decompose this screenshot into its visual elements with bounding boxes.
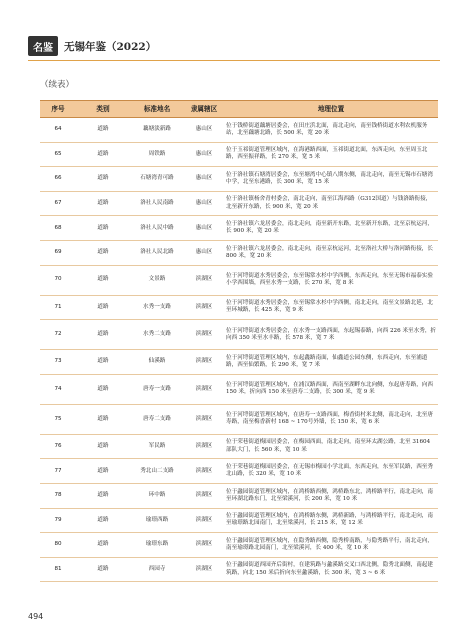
row-location: 位于蠡园街道管理区域内，在鸿桥路西侧，鸿桥路东北，鸿桥路平行，南北走向，南至环湖北路东门，北至梁溪河，长 200 米，宽 10 米 [224, 483, 438, 508]
row-standard-name: 洛社人民中路 [130, 216, 184, 241]
table-header-row [40, 101, 438, 118]
row-category: 道路 [76, 142, 130, 167]
row-district: 滨湖区 [184, 533, 224, 558]
row-district: 惠山区 [184, 142, 224, 167]
row-category: 道路 [76, 167, 130, 192]
row-category: 道路 [76, 508, 130, 533]
row-index: 71 [40, 295, 76, 320]
row-district: 惠山区 [184, 167, 224, 192]
row-category: 道路 [76, 557, 130, 582]
row-location: 位于蠡园街道西园齐后街村，在建筑路与蠡溪路交叉口西北侧，隐秀北面侧，南起建筑路，向北 150 米后折向东至蠡溪路，长 300 米，宽 3 ~ 6 米 [224, 557, 438, 582]
table-row [40, 374, 438, 404]
row-standard-name: 周铁路 [130, 142, 184, 167]
row-district: 滨湖区 [184, 295, 224, 320]
row-district: 滨湖区 [184, 404, 224, 434]
row-location: 位于洛社镇六龙居委会，南北走向，南至京杭运河，北至洛社大桥与洛河路衔接，长 800 米，宽 20 米 [224, 240, 438, 265]
row-location: 位于河埒街道管理区域内，东起鑫路南面，仙鑫道公园东侧，东西走向，东至浦道路，西至仙繁路，长 290 米，宽 7 米 [224, 350, 438, 375]
column-header-index: 序号 [40, 101, 76, 118]
row-standard-name: 仙溪路 [130, 350, 184, 375]
row-district: 滨湖区 [184, 508, 224, 533]
row-district: 滨湖区 [184, 265, 224, 295]
table-row [40, 320, 438, 350]
row-district: 滨湖区 [184, 483, 224, 508]
table-row [40, 434, 438, 459]
table-row [40, 508, 438, 533]
row-index: 81 [40, 557, 76, 582]
header-divider [28, 60, 440, 61]
row-index: 67 [40, 191, 76, 216]
table-row [40, 191, 438, 216]
row-standard-name: 瑜璟西路 [130, 508, 184, 533]
row-district: 滨湖区 [184, 459, 224, 484]
table-row [40, 265, 438, 295]
row-standard-name: 洛社人民南路 [130, 191, 184, 216]
row-category: 道路 [76, 434, 130, 459]
row-standard-name: 瑜璟东路 [130, 533, 184, 558]
table-continued-label: （续表） [40, 80, 75, 90]
row-district: 滨湖区 [184, 374, 224, 404]
row-category: 道路 [76, 265, 130, 295]
row-index: 79 [40, 508, 76, 533]
table-row [40, 483, 438, 508]
table-row [40, 404, 438, 434]
row-index: 78 [40, 483, 76, 508]
yearbook-logo: 名鉴 [28, 36, 58, 56]
row-category: 道路 [76, 374, 130, 404]
column-header-district: 隶属辖区 [184, 101, 224, 118]
row-standard-name: 水秀一支路 [130, 295, 184, 320]
row-standard-name: 文景路 [130, 265, 184, 295]
column-header-location: 地理位置 [224, 101, 438, 118]
row-district: 滨湖区 [184, 350, 224, 375]
row-location: 位于洛社镇杨舍青村委会，南北走向，南至江海西路（G312国道）与钱洛路衔接，北至新开东路，长 900 米，宽 20 米 [224, 191, 438, 216]
row-standard-name: 西园寺 [130, 557, 184, 582]
row-category: 道路 [76, 459, 130, 484]
row-index: 70 [40, 265, 76, 295]
row-location: 位于荣巷街道梅园居委会，在无锡市梅园小学北面，东西走向，东至军民路，西至秀北山路，长 320 米，宽 10 米 [224, 459, 438, 484]
table-row [40, 350, 438, 375]
row-standard-name: 洛社人民北路 [130, 240, 184, 265]
row-district: 惠山区 [184, 240, 224, 265]
table-row [40, 533, 438, 558]
row-district: 滨湖区 [184, 434, 224, 459]
book-title: 无锡年鉴（2022） [64, 40, 157, 53]
row-district: 惠山区 [184, 118, 224, 143]
row-location: 位于洛社镇六龙居委会，南北走向，南至新开东路，北至新开东路，北至京杭运河，长 900 米，宽 20 米 [224, 216, 438, 241]
row-category: 道路 [76, 404, 130, 434]
row-location: 位于玉祁街道管理区域内，在海港路西面，玉祁街道北面，东西走向，东至周玉北路，西至振祥路，长 270 米，宽 5 米 [224, 142, 438, 167]
row-index: 77 [40, 459, 76, 484]
row-standard-name: 唐寿二支路 [130, 404, 184, 434]
row-index: 73 [40, 350, 76, 375]
place-name-table [40, 100, 438, 582]
row-category: 道路 [76, 350, 130, 375]
row-index: 74 [40, 374, 76, 404]
table-row [40, 167, 438, 192]
row-index: 80 [40, 533, 76, 558]
row-location: 位于洛社镇石塘湾居委会，东至塘湾中心镇八期东侧，南北走向，南至无锡市石塘湾中学，北至东港路，长 300 米，宽 15 米 [224, 167, 438, 192]
row-index: 72 [40, 320, 76, 350]
row-location: 位于河埒街道管理区域内，在唐寿一支路西面，梅香街村米北侧，南北走向，北至唐寿路，南至梅香新村 168 ~ 170号外墙，长 150 米，宽 6 米 [224, 404, 438, 434]
row-index: 75 [40, 404, 76, 434]
row-location: 位于蠡园街道管理区域内，在隐秀路西侧，隐秀桥南路，与隐秀路平行，南北走向，南至瑜璟路北园南门，北至梁溪河，长 400 米，宽 10 米 [224, 533, 438, 558]
row-index: 69 [40, 240, 76, 265]
row-district: 惠山区 [184, 191, 224, 216]
row-standard-name: 秀北山二支路 [130, 459, 184, 484]
row-standard-name: 石塘湾青可路 [130, 167, 184, 192]
row-category: 道路 [76, 216, 130, 241]
table-row [40, 295, 438, 320]
row-category: 道路 [76, 295, 130, 320]
row-district: 滨湖区 [184, 320, 224, 350]
row-category: 道路 [76, 483, 130, 508]
row-index: 64 [40, 118, 76, 143]
row-location: 位于河埒街道管理区域内，在浦汉路西面，西南至湖畔东北向侧，东起唐寿路，向西 150 米，折向西 150 米至唐寿二支路，长 300 米，宽 9 米 [224, 374, 438, 404]
row-location: 位于河埒街道水秀居委会，东至锡常水杉中学西侧，东西走向，东至无锡市福泰实验小学西围墙，西至水秀一支路，长 270 米，宽 8 米 [224, 265, 438, 295]
row-category: 道路 [76, 118, 130, 143]
column-header-standard-name: 标准地名 [130, 101, 184, 118]
row-standard-name: 军民路 [130, 434, 184, 459]
row-location: 位于河埒街道水秀居委会，在水秀一支路西面，东起锡泰路，向西 226 米至水秀，折向西 350 米至水丰路，长 578 米，宽 7 米 [224, 320, 438, 350]
table-row [40, 216, 438, 241]
row-standard-name: 藕塘淡新路 [130, 118, 184, 143]
row-category: 道路 [76, 240, 130, 265]
row-category: 道路 [76, 191, 130, 216]
row-category: 道路 [76, 320, 130, 350]
column-header-category: 类别 [76, 101, 130, 118]
table-row [40, 118, 438, 143]
table-row [40, 557, 438, 582]
row-location: 位于河埒街道水秀居委会，东至锡常水杉中学西侧，南北走向，南至文景路北延，北至环城路，长 425 米，宽 9 米 [224, 295, 438, 320]
table-row [40, 142, 438, 167]
table-row [40, 240, 438, 265]
row-standard-name: 唐寿一支路 [130, 374, 184, 404]
row-location: 位于钱桥街道藕塘居委会，在田庄浜北面，南北走向，南至钱桥街道水利农机服务站，北至藕塘北路，长 500 米，宽 20 米 [224, 118, 438, 143]
row-location: 位于蠡园街道管理区域内，在鸿桥路东侧，鸿桥新路，与鸿桥路平行，南北走向，南至瑜璟路北园南门，北至梁溪河，长 215 米，宽 12 米 [224, 508, 438, 533]
row-index: 68 [40, 216, 76, 241]
row-district: 滨湖区 [184, 557, 224, 582]
table-row [40, 459, 438, 484]
row-index: 66 [40, 167, 76, 192]
row-district: 惠山区 [184, 216, 224, 241]
row-index: 65 [40, 142, 76, 167]
page-header [28, 36, 156, 56]
page-number: 494 [28, 612, 44, 621]
row-standard-name: 环中路 [130, 483, 184, 508]
row-standard-name: 水秀二支路 [130, 320, 184, 350]
row-category: 道路 [76, 533, 130, 558]
row-index: 76 [40, 434, 76, 459]
row-location: 位于荣巷街道梅园居委会，在梅园西面，南北走向，南至环太湖公路，北至 31604 部队大门，长 560 米，宽 10 米 [224, 434, 438, 459]
